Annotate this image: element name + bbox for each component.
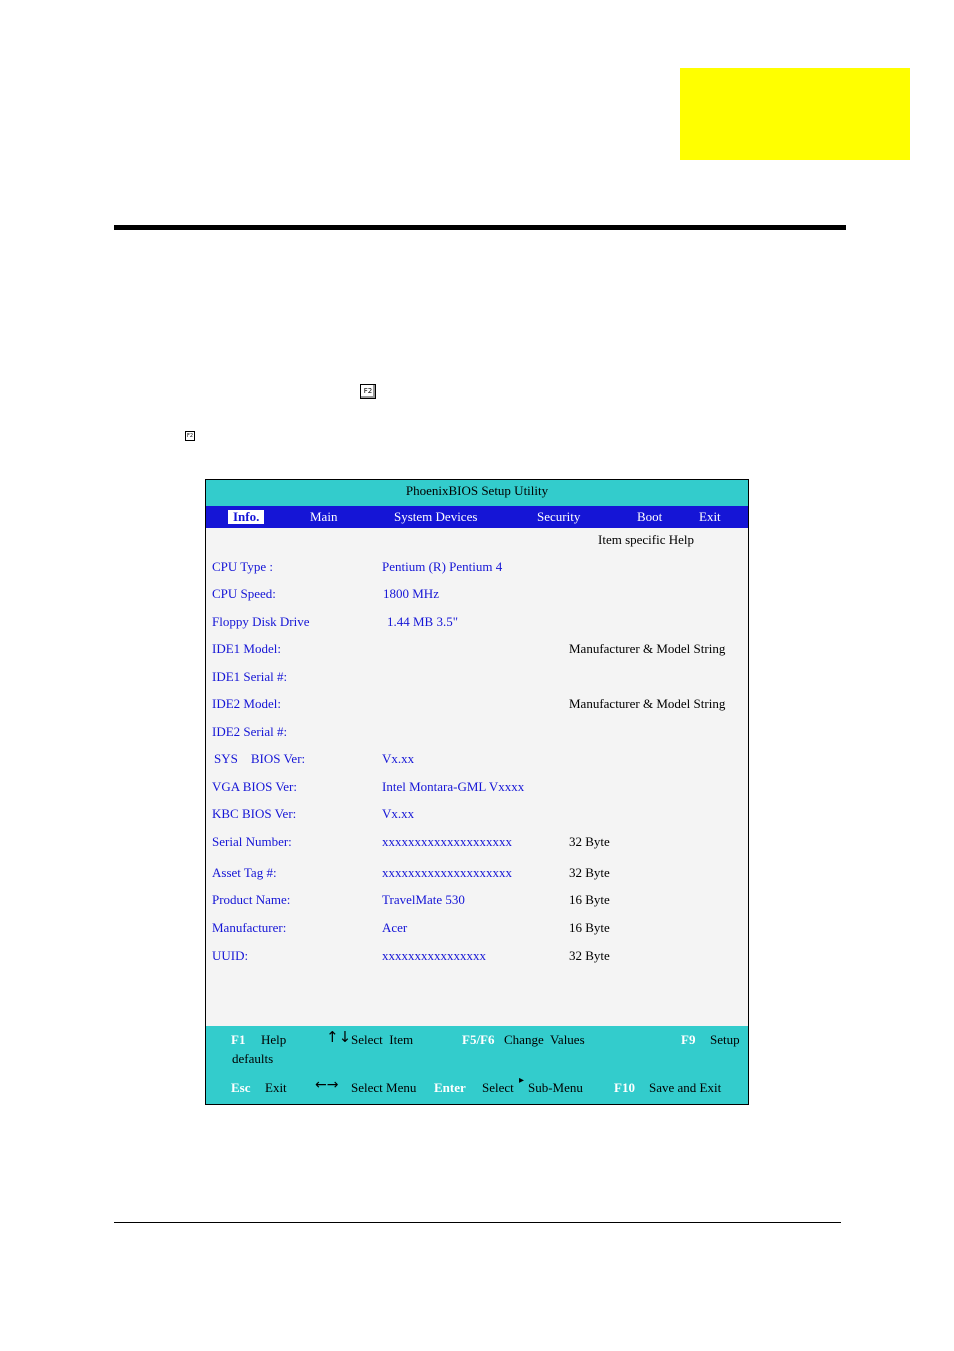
bios-menu-bar	[206, 506, 748, 528]
uuid-label: UUID:	[212, 948, 249, 963]
ide2-serial-label: IDE2 Serial #:	[212, 724, 288, 739]
kbc-bios-ver-label: KBC BIOS Ver:	[212, 806, 297, 821]
product-name-label: Product Name:	[212, 892, 291, 907]
f10-key-label: F10	[614, 1080, 635, 1095]
f9-key-label: F9	[681, 1032, 696, 1047]
f9-setup-text: Setup	[710, 1032, 740, 1047]
f1-key-label: F1	[231, 1032, 246, 1047]
f2-key-icon: F2	[360, 384, 376, 399]
enter-key-label: Enter	[434, 1080, 466, 1095]
f1-help-text: Help	[261, 1032, 287, 1047]
setup-defaults-text: defaults	[232, 1051, 274, 1066]
select-item-text: Select Item	[351, 1032, 414, 1047]
manufacturer-value: Acer	[382, 920, 408, 935]
bios-tab-boot[interactable]: Boot	[637, 509, 663, 524]
submenu-pointer-icon: ▸	[519, 1075, 525, 1086]
cpu-type-value: Pentium (R) Pentium 4	[382, 559, 503, 574]
kbc-bios-ver-value: Vx.xx	[382, 806, 415, 821]
page-footer-rule	[114, 1222, 841, 1223]
asset-tag-value: xxxxxxxxxxxxxxxxxxxx	[382, 865, 512, 880]
yellow-highlight-box	[680, 68, 910, 160]
bios-key-legend	[206, 1026, 748, 1104]
vga-bios-ver-label: VGA BIOS Ver:	[212, 779, 297, 794]
uuid-value: xxxxxxxxxxxxxxxx	[382, 948, 486, 963]
submenu-text: Sub-Menu	[528, 1080, 583, 1095]
product-name-value: TravelMate 530	[382, 892, 465, 907]
asset-tag-label: Asset Tag #:	[212, 865, 277, 880]
asset-tag-size: 32 Byte	[569, 865, 610, 880]
chapter-top-rule	[114, 225, 846, 230]
floppy-disk-drive-value: 1.44 MB 3.5"	[387, 614, 459, 629]
manufacturer-label: Manufacturer:	[212, 920, 287, 935]
ide1-model-note: Manufacturer & Model String	[569, 641, 726, 656]
ide1-model-label: IDE1 Model:	[212, 641, 281, 656]
bios-tab-exit[interactable]: Exit	[699, 509, 721, 524]
floppy-disk-drive-label: Floppy Disk Drive	[212, 614, 310, 629]
serial-number-label: Serial Number:	[212, 834, 292, 849]
up-down-arrows-icon: ↑↓	[326, 1028, 352, 1046]
sys-bios-ver-value: Vx.xx	[382, 751, 415, 766]
f2-key-small-icon: F2	[185, 431, 195, 441]
save-and-exit-text: Save and Exit	[649, 1080, 722, 1095]
bios-tab-main[interactable]: Main	[310, 509, 338, 524]
cpu-speed-value: 1800 MHz	[383, 586, 439, 601]
change-values-text: Change Values	[504, 1032, 585, 1047]
sys-bios-ver-label: SYS BIOS Ver:	[214, 751, 306, 766]
f5-f6-key-label: F5/F6	[462, 1032, 495, 1047]
item-specific-help-heading: Item specific Help	[598, 532, 695, 547]
enter-select-text: Select	[482, 1080, 514, 1095]
bios-tab-info[interactable]: Info.	[228, 510, 264, 524]
esc-key-label: Esc	[231, 1080, 251, 1095]
esc-exit-text: Exit	[265, 1080, 287, 1095]
cpu-type-label: CPU Type :	[212, 559, 273, 574]
product-name-size: 16 Byte	[569, 892, 610, 907]
bios-setup-screen	[205, 479, 749, 1105]
bios-tab-security[interactable]: Security	[537, 509, 581, 524]
bios-title-bar: PhoenixBIOS Setup Utility	[206, 480, 748, 506]
bios-tab-system-devices[interactable]: System Devices	[394, 509, 478, 524]
left-right-arrows-icon: ←→	[315, 1077, 339, 1093]
cpu-speed-label: CPU Speed:	[212, 586, 276, 601]
uuid-size: 32 Byte	[569, 948, 610, 963]
ide2-model-note: Manufacturer & Model String	[569, 696, 726, 711]
select-menu-text: Select Menu	[351, 1080, 417, 1095]
vga-bios-ver-value: Intel Montara-GML Vxxxx	[382, 779, 525, 794]
serial-number-value: xxxxxxxxxxxxxxxxxxxx	[382, 834, 512, 849]
ide1-serial-label: IDE1 Serial #:	[212, 669, 288, 684]
serial-number-size: 32 Byte	[569, 834, 610, 849]
ide2-model-label: IDE2 Model:	[212, 696, 281, 711]
manufacturer-size: 16 Byte	[569, 920, 610, 935]
